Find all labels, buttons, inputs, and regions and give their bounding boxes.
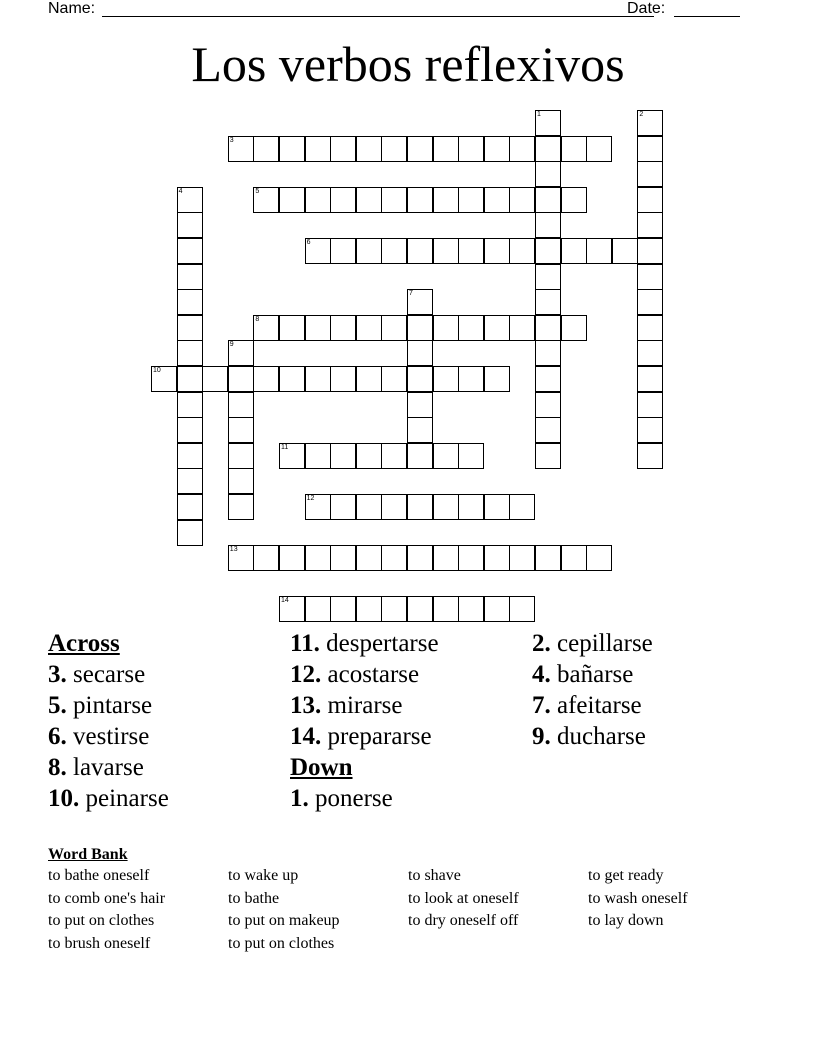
crossword-cell[interactable]: [637, 136, 663, 162]
crossword-cell[interactable]: [458, 596, 484, 622]
crossword-cell[interactable]: [561, 238, 587, 264]
clue-number: 13: [229, 546, 238, 554]
clue-number: 7: [409, 290, 413, 298]
word-bank-item: to look at oneself: [408, 889, 519, 907]
crossword-cell[interactable]: [433, 136, 459, 162]
crossword-cell[interactable]: [356, 545, 382, 571]
clue-across-14: 14. prepararse: [290, 723, 432, 750]
crossword-cell[interactable]: [637, 417, 663, 443]
clue-number: 6: [306, 239, 311, 246]
crossword-cell[interactable]: [177, 520, 203, 546]
crossword-cell[interactable]: [407, 417, 433, 443]
crossword-cell[interactable]: [433, 187, 459, 213]
clue-number: 11: [281, 443, 289, 451]
crossword-cell[interactable]: [279, 315, 305, 341]
crossword-cell[interactable]: [637, 289, 663, 315]
crossword-cell[interactable]: [253, 187, 279, 213]
crossword-cell[interactable]: [356, 443, 382, 469]
clues-column-3: [532, 628, 653, 752]
crossword-cell[interactable]: [177, 494, 203, 520]
crossword-cell[interactable]: [535, 366, 561, 392]
crossword-cell[interactable]: [330, 187, 356, 213]
crossword-cell[interactable]: [509, 494, 535, 520]
crossword-cell[interactable]: [484, 187, 510, 213]
date-label: Date:: [627, 0, 666, 17]
crossword-cell[interactable]: [637, 366, 663, 392]
crossword-cell[interactable]: [228, 366, 254, 392]
crossword-cell[interactable]: [202, 366, 228, 392]
crossword-cell[interactable]: [535, 392, 561, 418]
crossword-cell[interactable]: [509, 238, 535, 264]
page-title: Los verbos reflexivos: [191, 36, 625, 92]
crossword-cell[interactable]: [535, 264, 561, 290]
crossword-cell[interactable]: [535, 136, 561, 162]
crossword-cell[interactable]: [407, 340, 433, 366]
crossword-cell[interactable]: [407, 187, 433, 213]
crossword-cell[interactable]: [279, 596, 305, 622]
crossword-cell[interactable]: [612, 238, 638, 264]
crossword-cell[interactable]: [305, 596, 331, 622]
clue-number: 5: [255, 187, 260, 195]
crossword-cell[interactable]: [305, 315, 331, 341]
crossword-cell[interactable]: [535, 315, 561, 341]
crossword-cell[interactable]: [177, 187, 203, 213]
word-bank-item: to comb one's hair: [48, 889, 166, 907]
crossword-cell[interactable]: [305, 136, 331, 162]
crossword-cell[interactable]: [381, 596, 407, 622]
clue-across-12: 12. acostarse: [290, 661, 420, 688]
crossword-cell[interactable]: [151, 366, 177, 392]
crossword-cell[interactable]: [637, 315, 663, 341]
clues-column-2: [290, 628, 439, 814]
word-bank-item: to wash oneself: [588, 889, 688, 907]
crossword-cell[interactable]: [535, 417, 561, 443]
crossword-cell[interactable]: [561, 187, 587, 213]
word-bank-item: to shave: [408, 867, 461, 884]
crossword-cell[interactable]: [407, 315, 433, 341]
crossword-cell[interactable]: [381, 494, 407, 520]
crossword-cell[interactable]: [330, 315, 356, 341]
crossword-cell[interactable]: [407, 596, 433, 622]
crossword-cell[interactable]: [586, 136, 612, 162]
date-field-line[interactable]: [674, 16, 740, 17]
crossword-cell[interactable]: [458, 136, 484, 162]
crossword-cell[interactable]: [381, 443, 407, 469]
clue-number: 9: [229, 341, 234, 349]
crossword-cell[interactable]: [228, 392, 254, 418]
crossword-cell[interactable]: [535, 545, 561, 571]
crossword-cell[interactable]: [381, 238, 407, 264]
word-bank-item: to get ready: [588, 867, 664, 884]
clue-across-5: 5. pintarse: [48, 692, 153, 719]
word-bank-column-1: [48, 865, 165, 955]
clue-down-4: 4. bañarse: [532, 661, 634, 688]
word-bank-item: to brush oneself: [48, 934, 151, 952]
crossword-cell[interactable]: [305, 238, 331, 264]
crossword-cell[interactable]: [561, 136, 587, 162]
crossword-cell[interactable]: [305, 545, 331, 571]
crossword-cell[interactable]: [279, 366, 305, 392]
crossword-cell[interactable]: [177, 212, 203, 238]
crossword-cell[interactable]: [407, 136, 433, 162]
crossword-cell[interactable]: [305, 366, 331, 392]
crossword-cell[interactable]: [637, 264, 663, 290]
crossword-cell[interactable]: [177, 417, 203, 443]
clue-down-9: 9. ducharse: [532, 723, 646, 750]
crossword-cell[interactable]: [484, 494, 510, 520]
crossword-cell[interactable]: [356, 187, 382, 213]
crossword-cell[interactable]: [228, 136, 254, 162]
crossword-cell[interactable]: [330, 366, 356, 392]
header-row: [48, 0, 748, 20]
crossword-cell[interactable]: [177, 238, 203, 264]
crossword-cell[interactable]: [279, 136, 305, 162]
crossword-cell[interactable]: [279, 545, 305, 571]
clue-down-7: 7. afeitarse: [532, 692, 642, 719]
crossword-cell[interactable]: [535, 289, 561, 315]
clue-across-6: 6. vestirse: [48, 723, 150, 750]
crossword-cell[interactable]: [407, 289, 433, 315]
crossword-cell[interactable]: [433, 315, 459, 341]
clues-section: [0, 628, 816, 828]
crossword-cell[interactable]: [637, 110, 663, 136]
crossword-cell[interactable]: [279, 443, 305, 469]
across-heading: Across: [48, 630, 120, 657]
crossword-cell[interactable]: [458, 366, 484, 392]
crossword-cell[interactable]: [177, 289, 203, 315]
down-heading: Down: [290, 754, 353, 781]
word-bank-column-2: [228, 865, 340, 955]
crossword-cell[interactable]: [535, 212, 561, 238]
word-bank-item: to lay down: [588, 912, 664, 929]
crossword-cell[interactable]: [561, 315, 587, 341]
word-bank-item: to wake up: [228, 867, 299, 884]
clues-column-1: [48, 628, 169, 814]
clue-down-1: 1. ponerse: [290, 785, 393, 812]
crossword-cell[interactable]: [305, 187, 331, 213]
crossword-cell[interactable]: [484, 136, 510, 162]
crossword-cell[interactable]: [433, 545, 459, 571]
crossword-cell[interactable]: [458, 494, 484, 520]
word-bank: [48, 845, 768, 965]
clue-number: 3: [229, 136, 234, 144]
crossword-cell[interactable]: [330, 238, 356, 264]
crossword-cell[interactable]: [356, 366, 382, 392]
crossword-cell[interactable]: [356, 315, 382, 341]
word-bank-item: to put on clothes: [48, 912, 155, 929]
crossword-cell[interactable]: [535, 340, 561, 366]
crossword-cell[interactable]: [637, 161, 663, 187]
crossword-cell[interactable]: [228, 468, 254, 494]
crossword-cell[interactable]: [381, 315, 407, 341]
crossword-cell[interactable]: [228, 545, 254, 571]
crossword-cell[interactable]: [509, 136, 535, 162]
crossword-cell[interactable]: [228, 494, 254, 520]
crossword-cell[interactable]: [253, 136, 279, 162]
crossword-cell[interactable]: [458, 315, 484, 341]
crossword-cell[interactable]: [381, 366, 407, 392]
crossword-cell[interactable]: [177, 468, 203, 494]
crossword-cell[interactable]: [561, 545, 587, 571]
crossword-cell[interactable]: [586, 545, 612, 571]
crossword-cell[interactable]: [637, 238, 663, 264]
word-bank-item: to bathe: [228, 889, 280, 907]
crossword-cell[interactable]: [637, 340, 663, 366]
crossword-cell[interactable]: [279, 187, 305, 213]
crossword-cell[interactable]: [177, 340, 203, 366]
crossword-cell[interactable]: [509, 315, 535, 341]
crossword-cell[interactable]: [509, 545, 535, 571]
crossword-cell[interactable]: [586, 238, 612, 264]
clue-number: 10: [153, 367, 161, 374]
crossword-cell[interactable]: [381, 136, 407, 162]
crossword-cell[interactable]: [433, 366, 459, 392]
crossword-cell[interactable]: [177, 392, 203, 418]
crossword-cell[interactable]: [177, 366, 203, 392]
crossword-cell[interactable]: [458, 187, 484, 213]
word-bank-item: to bathe oneself: [48, 867, 150, 884]
clue-across-11: 11. despertarse: [290, 630, 439, 657]
crossword-cell[interactable]: [484, 315, 510, 341]
name-label: Name:: [48, 0, 96, 17]
crossword-cell[interactable]: [407, 392, 433, 418]
clue-across-8: 8. lavarse: [48, 754, 144, 781]
crossword-cell[interactable]: [433, 596, 459, 622]
crossword-cell[interactable]: [330, 443, 356, 469]
clue-number: 2: [639, 111, 644, 118]
clue-across-10: 10. peinarse: [48, 785, 169, 812]
crossword-cell[interactable]: [305, 443, 331, 469]
crossword-cell[interactable]: [433, 494, 459, 520]
crossword-cell[interactable]: [177, 443, 203, 469]
clue-number: 1: [537, 111, 541, 118]
crossword-cell[interactable]: [381, 187, 407, 213]
crossword-cell[interactable]: [253, 366, 279, 392]
word-bank-grid: [48, 865, 768, 965]
crossword-cell[interactable]: [330, 545, 356, 571]
crossword-cell[interactable]: [535, 110, 561, 136]
crossword-cell[interactable]: [637, 443, 663, 469]
crossword-cell[interactable]: [356, 494, 382, 520]
crossword-cell[interactable]: [407, 443, 433, 469]
crossword-cell[interactable]: [228, 340, 254, 366]
crossword-cell[interactable]: [356, 596, 382, 622]
crossword-cell[interactable]: [253, 545, 279, 571]
crossword-cell[interactable]: [637, 212, 663, 238]
crossword-cell[interactable]: [535, 187, 561, 213]
clue-number: 8: [255, 315, 260, 323]
word-bank-item: to dry oneself off: [408, 912, 519, 929]
crossword-cell[interactable]: [458, 443, 484, 469]
crossword-cell[interactable]: [535, 161, 561, 187]
crossword-cell[interactable]: [356, 238, 382, 264]
crossword-cell[interactable]: [330, 596, 356, 622]
crossword-cell[interactable]: [177, 264, 203, 290]
word-bank-column-3: [408, 865, 519, 933]
crossword-cell[interactable]: [458, 545, 484, 571]
name-field-line[interactable]: [102, 16, 654, 17]
word-bank-title: Word Bank: [48, 846, 128, 863]
crossword-cell[interactable]: [330, 494, 356, 520]
crossword-cell[interactable]: [458, 238, 484, 264]
crossword-cell[interactable]: [484, 596, 510, 622]
crossword-cell[interactable]: [228, 417, 254, 443]
crossword-cell[interactable]: [535, 238, 561, 264]
crossword-cell[interactable]: [509, 187, 535, 213]
crossword-cell[interactable]: [433, 443, 459, 469]
crossword-cell[interactable]: [330, 136, 356, 162]
clue-number: 12: [306, 495, 315, 502]
word-bank-item: to put on clothes: [228, 934, 335, 952]
crossword-cell[interactable]: [484, 366, 510, 392]
crossword-cell[interactable]: [433, 238, 459, 264]
crossword-cell[interactable]: [407, 366, 433, 392]
clue-number: 4: [178, 187, 183, 195]
crossword-cell[interactable]: [509, 596, 535, 622]
crossword-cell[interactable]: [637, 392, 663, 418]
word-bank-item: to put on makeup: [228, 912, 340, 929]
word-bank-column-4: [588, 865, 688, 933]
crossword-cell[interactable]: [637, 187, 663, 213]
crossword-cell[interactable]: [484, 238, 510, 264]
clue-across-3: 3. secarse: [48, 661, 146, 688]
crossword-cell[interactable]: [407, 238, 433, 264]
crossword-cell[interactable]: [407, 545, 433, 571]
crossword-cell[interactable]: [484, 545, 510, 571]
crossword-cell[interactable]: [253, 315, 279, 341]
crossword-cell[interactable]: [356, 136, 382, 162]
crossword-cell[interactable]: [407, 494, 433, 520]
crossword-cell[interactable]: [228, 443, 254, 469]
clue-down-2: 2. cepillarse: [532, 630, 653, 657]
clue-across-13: 13. mirarse: [290, 692, 403, 719]
crossword-cell[interactable]: [381, 545, 407, 571]
clue-number: 14: [281, 597, 289, 605]
crossword-cell[interactable]: [305, 494, 331, 520]
crossword-cell[interactable]: [177, 315, 203, 341]
crossword-cell[interactable]: [535, 443, 561, 469]
